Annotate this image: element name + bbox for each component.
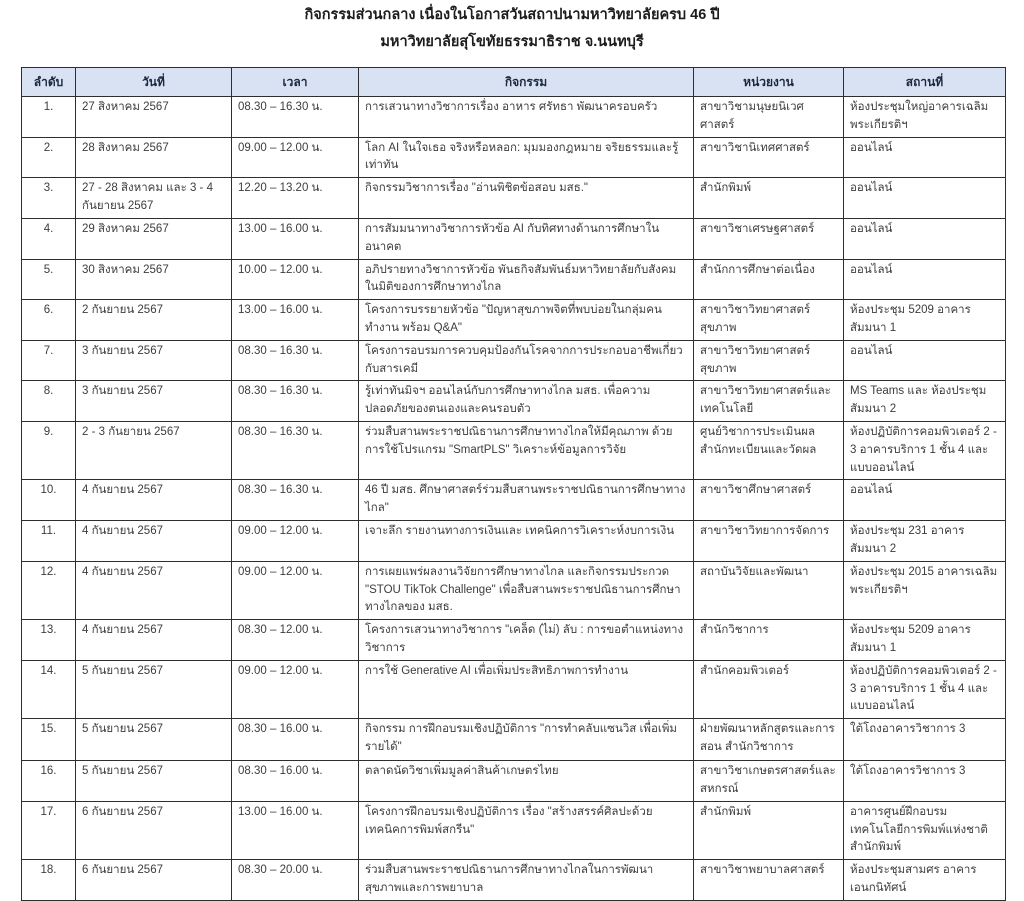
table-row bbox=[22, 801, 1006, 859]
page-title: กิจกรรมส่วนกลาง เนื่องในโอกาสวันสถาปนามหาวิทยาลัยครบ 46 ปี bbox=[304, 7, 720, 23]
table-row bbox=[22, 860, 1006, 901]
cell-date: 3 กันยายน 2567 bbox=[76, 381, 232, 422]
cell-no: 10. bbox=[22, 480, 76, 521]
table-row bbox=[22, 660, 1006, 718]
cell-unit: สาขาวิชาวิทยาการจัดการ bbox=[694, 521, 844, 562]
cell-location: ออนไลน์ bbox=[844, 178, 1006, 219]
column-header-no: ลำดับ bbox=[22, 68, 76, 97]
cell-unit: ฝ่ายพัฒนาหลักสูตรและการสอน สำนักวิชาการ bbox=[694, 719, 844, 761]
cell-location: ใต้โถงอาคารวิชาการ 3 bbox=[844, 761, 1006, 802]
cell-time: 10.00 – 12.00 น. bbox=[232, 259, 359, 300]
cell-activity: โครงการอบรมการควบคุมป้องกันโรคจากการประกอบอาชีพเกี่ยวกับสารเคมี bbox=[359, 340, 694, 381]
cell-time: 08.30 – 16.30 น. bbox=[232, 381, 359, 422]
cell-date: 5 กันยายน 2567 bbox=[76, 761, 232, 802]
cell-unit: สาขาวิชาศึกษาศาสตร์ bbox=[694, 480, 844, 521]
cell-no: 16. bbox=[22, 761, 76, 802]
cell-location: ห้องปฏิบัติการคอมพิวเตอร์ 2 - 3 อาคารบริการ 1 ชั้น 4 และแบบออนไลน์ bbox=[844, 660, 1006, 718]
cell-time: 08.30 – 16.00 น. bbox=[232, 719, 359, 761]
cell-location: ออนไลน์ bbox=[844, 218, 1006, 259]
table-row bbox=[22, 561, 1006, 619]
cell-date: 27 - 28 สิงหาคม และ 3 - 4 กันยายน 2567 bbox=[76, 178, 232, 219]
cell-location: ห้องประชุม 5209 อาคารสัมมนา 1 bbox=[844, 300, 1006, 341]
cell-time: 13.00 – 16.00 น. bbox=[232, 300, 359, 341]
cell-activity: โลก AI ในใจเธอ จริงหรือหลอก: มุมมองกฎหมาย จริยธรรมและรู้เท่าทัน bbox=[359, 137, 694, 178]
cell-unit: สาขาวิชาเกษตรศาสตร์และสหกรณ์ bbox=[694, 761, 844, 802]
cell-no: 12. bbox=[22, 561, 76, 619]
table-row bbox=[22, 259, 1006, 300]
table-row bbox=[22, 620, 1006, 661]
column-header-time: เวลา bbox=[232, 68, 359, 97]
cell-date: 3 กันยายน 2567 bbox=[76, 340, 232, 381]
cell-no: 4. bbox=[22, 218, 76, 259]
cell-date: 6 กันยายน 2567 bbox=[76, 860, 232, 901]
cell-time: 09.00 – 12.00 น. bbox=[232, 137, 359, 178]
cell-location: ออนไลน์ bbox=[844, 340, 1006, 381]
cell-activity: เจาะลึก รายงานทางการเงินและ เทคนิคการวิเคราะห์งบการเงิน bbox=[359, 521, 694, 562]
cell-unit: สำนักพิมพ์ bbox=[694, 178, 844, 219]
cell-activity: อภิปรายทางวิชาการหัวข้อ พันธกิจสัมพันธ์มหาวิทยาลัยกับสังคมในมิติของการศึกษาทางไกล bbox=[359, 259, 694, 300]
cell-date: 27 สิงหาคม 2567 bbox=[76, 97, 232, 138]
cell-no: 17. bbox=[22, 801, 76, 859]
cell-time: 08.30 – 16.30 น. bbox=[232, 480, 359, 521]
cell-activity: ตลาดนัดวิชาเพิ่มมูลค่าสินค้าเกษตรไทย bbox=[359, 761, 694, 802]
cell-time: 08.30 – 20.00 น. bbox=[232, 860, 359, 901]
cell-time: 09.00 – 12.00 น. bbox=[232, 660, 359, 718]
cell-time: 08.30 – 16.30 น. bbox=[232, 340, 359, 381]
cell-date: 5 กันยายน 2567 bbox=[76, 719, 232, 761]
cell-activity: การเสวนาทางวิชาการเรื่อง อาหาร ศรัทธา พัฒนาครอบครัว bbox=[359, 97, 694, 138]
cell-time: 09.00 – 12.00 น. bbox=[232, 521, 359, 562]
table-row bbox=[22, 300, 1006, 341]
cell-activity: โครงการบรรยายหัวข้อ "ปัญหาสุขภาพจิตที่พบบ่อยในกลุ่มคนทำงาน พร้อม Q&A" bbox=[359, 300, 694, 341]
cell-activity: การใช้ Generative AI เพื่อเพิ่มประสิทธิภาพการทำงาน bbox=[359, 660, 694, 718]
cell-activity: การสัมมนาทางวิชาการหัวข้อ AI กับทิศทางด้านการศึกษาในอนาคต bbox=[359, 218, 694, 259]
cell-no: 6. bbox=[22, 300, 76, 341]
cell-date: 2 กันยายน 2567 bbox=[76, 300, 232, 341]
cell-location: ห้องประชุมใหญ่อาคารเฉลิมพระเกียรติฯ bbox=[844, 97, 1006, 138]
table-header-row bbox=[22, 68, 1006, 97]
cell-activity: โครงการเสวนาทางวิชาการ "เคล็ด (ไม่) ลับ : การขอตำแหน่งทางวิชาการ bbox=[359, 620, 694, 661]
cell-no: 18. bbox=[22, 860, 76, 901]
cell-date: 28 สิงหาคม 2567 bbox=[76, 137, 232, 178]
table-row bbox=[22, 218, 1006, 259]
table-row bbox=[22, 719, 1006, 761]
cell-location: ออนไลน์ bbox=[844, 137, 1006, 178]
cell-unit: สาขาวิชาพยาบาลศาสตร์ bbox=[694, 860, 844, 901]
column-header-location: สถานที่ bbox=[844, 68, 1006, 97]
cell-date: 5 กันยายน 2567 bbox=[76, 660, 232, 718]
cell-time: 08.30 – 12.00 น. bbox=[232, 620, 359, 661]
cell-no: 11. bbox=[22, 521, 76, 562]
cell-activity: 46 ปี มสธ. ศึกษาศาสตร์ร่วมสืบสานพระราชปณิธานการศึกษาทางไกล" bbox=[359, 480, 694, 521]
column-header-unit: หน่วยงาน bbox=[694, 68, 844, 97]
table-row bbox=[22, 480, 1006, 521]
table-row bbox=[22, 381, 1006, 422]
cell-date: 2 - 3 กันยายน 2567 bbox=[76, 422, 232, 480]
cell-time: 09.00 – 12.00 น. bbox=[232, 561, 359, 619]
cell-date: 29 สิงหาคม 2567 bbox=[76, 218, 232, 259]
table-row bbox=[22, 422, 1006, 480]
cell-no: 14. bbox=[22, 660, 76, 718]
cell-location: ออนไลน์ bbox=[844, 259, 1006, 300]
cell-no: 2. bbox=[22, 137, 76, 178]
cell-no: 9. bbox=[22, 422, 76, 480]
cell-location: อาคารศูนย์ฝึกอบรมเทคโนโลยีการพิมพ์แห่งชาติ สำนักพิมพ์ bbox=[844, 801, 1006, 859]
document-title-block bbox=[0, 0, 1024, 59]
cell-activity: รู้เท่าทันมิจฯ ออนไลน์กับการศึกษาทางไกล มสธ. เพื่อความปลอดภัยของตนเองและคนรอบตัว bbox=[359, 381, 694, 422]
table-row bbox=[22, 97, 1006, 138]
cell-activity: กิจกรรมวิชาการเรื่อง "อ่านพิชิตข้อสอบ มสธ." bbox=[359, 178, 694, 219]
cell-location: MS Teams และ ห้องประชุมสัมมนา 2 bbox=[844, 381, 1006, 422]
cell-location: ห้องประชุม 2015 อาคารเฉลิมพระเกียรติฯ bbox=[844, 561, 1006, 619]
cell-date: 30 สิงหาคม 2567 bbox=[76, 259, 232, 300]
cell-no: 8. bbox=[22, 381, 76, 422]
table-row bbox=[22, 521, 1006, 562]
cell-unit: สาขาวิชาวิทยาศาสตร์และเทคโนโลยี bbox=[694, 381, 844, 422]
activities-schedule-table bbox=[21, 67, 1006, 901]
cell-unit: สาขาวิชาวิทยาศาสตร์สุขภาพ bbox=[694, 300, 844, 341]
cell-no: 7. bbox=[22, 340, 76, 381]
cell-no: 5. bbox=[22, 259, 76, 300]
cell-activity: ร่วมสืบสานพระราชปณิธานการศึกษาทางไกลให้มีคุณภาพ ด้วยการใช้โปรแกรม "SmartPLS" วิเคราะห์ข้อมูลการวิจัย bbox=[359, 422, 694, 480]
cell-unit: สำนักการศึกษาต่อเนื่อง bbox=[694, 259, 844, 300]
cell-no: 1. bbox=[22, 97, 76, 138]
cell-activity: โครงการฝึกอบรมเชิงปฏิบัติการ เรื่อง "สร้างสรรค์ศิลปะด้วยเทคนิคการพิมพ์สกรีน" bbox=[359, 801, 694, 859]
cell-date: 4 กันยายน 2567 bbox=[76, 521, 232, 562]
cell-location: ห้องประชุม 231 อาคารสัมมนา 2 bbox=[844, 521, 1006, 562]
cell-unit: สาขาวิชามนุษยนิเวศศาสตร์ bbox=[694, 97, 844, 138]
cell-activity: การเผยแพร่ผลงานวิจัยการศึกษาทางไกล และกิจกรรมประกวด "STOU TikTok Challenge" เพื่อสืบสานพระราชปณิธานการศึกษาทางไกลของ มสธ. bbox=[359, 561, 694, 619]
cell-unit: สาขาวิชาเศรษฐศาสตร์ bbox=[694, 218, 844, 259]
cell-unit: สำนักคอมพิวเตอร์ bbox=[694, 660, 844, 718]
cell-time: 08.30 – 16.00 น. bbox=[232, 761, 359, 802]
cell-no: 13. bbox=[22, 620, 76, 661]
cell-unit: สาขาวิชาวิทยาศาสตร์สุขภาพ bbox=[694, 340, 844, 381]
schedule-table-body bbox=[22, 97, 1006, 901]
page-subtitle: มหาวิทยาลัยสุโขทัยธรรมาธิราช จ.นนทบุรี bbox=[380, 33, 644, 50]
cell-date: 4 กันยายน 2567 bbox=[76, 480, 232, 521]
table-row bbox=[22, 761, 1006, 802]
cell-unit: ศูนย์วิชาการประเมินผล สำนักทะเบียนและวัดผล bbox=[694, 422, 844, 480]
cell-time: 08.30 – 16.30 น. bbox=[232, 97, 359, 138]
cell-activity: กิจกรรม การฝึกอบรมเชิงปฏิบัติการ "การทำคลับแซนวิส เพื่อเพิ่มรายได้" bbox=[359, 719, 694, 761]
table-row bbox=[22, 178, 1006, 219]
table-row bbox=[22, 137, 1006, 178]
cell-location: ออนไลน์ bbox=[844, 480, 1006, 521]
cell-location: ใต้โถงอาคารวิชาการ 3 bbox=[844, 719, 1006, 761]
column-header-date: วันที่ bbox=[76, 68, 232, 97]
cell-date: 4 กันยายน 2567 bbox=[76, 620, 232, 661]
cell-time: 08.30 – 16.30 น. bbox=[232, 422, 359, 480]
cell-location: ห้องปฏิบัติการคอมพิวเตอร์ 2 - 3 อาคารบริการ 1 ชั้น 4 และแบบออนไลน์ bbox=[844, 422, 1006, 480]
table-row bbox=[22, 340, 1006, 381]
cell-no: 15. bbox=[22, 719, 76, 761]
cell-time: 12.20 – 13.20 น. bbox=[232, 178, 359, 219]
cell-unit: สาขาวิชานิเทศศาสตร์ bbox=[694, 137, 844, 178]
cell-unit: สำนักพิมพ์ bbox=[694, 801, 844, 859]
cell-activity: ร่วมสืบสานพระราชปณิธานการศึกษาทางไกลในการพัฒนาสุขภาพและการพยาบาล bbox=[359, 860, 694, 901]
cell-no: 3. bbox=[22, 178, 76, 219]
cell-location: ห้องประชุมสามศร อาคารเอนกนิทัศน์ bbox=[844, 860, 1006, 901]
cell-time: 13.00 – 16.00 น. bbox=[232, 218, 359, 259]
cell-location: ห้องประชุม 5209 อาคารสัมมนา 1 bbox=[844, 620, 1006, 661]
cell-date: 6 กันยายน 2567 bbox=[76, 801, 232, 859]
cell-date: 4 กันยายน 2567 bbox=[76, 561, 232, 619]
cell-unit: สำนักวิชาการ bbox=[694, 620, 844, 661]
column-header-activity: กิจกรรม bbox=[359, 68, 694, 97]
cell-unit: สถาบันวิจัยและพัฒนา bbox=[694, 561, 844, 619]
cell-time: 13.00 – 16.00 น. bbox=[232, 801, 359, 859]
